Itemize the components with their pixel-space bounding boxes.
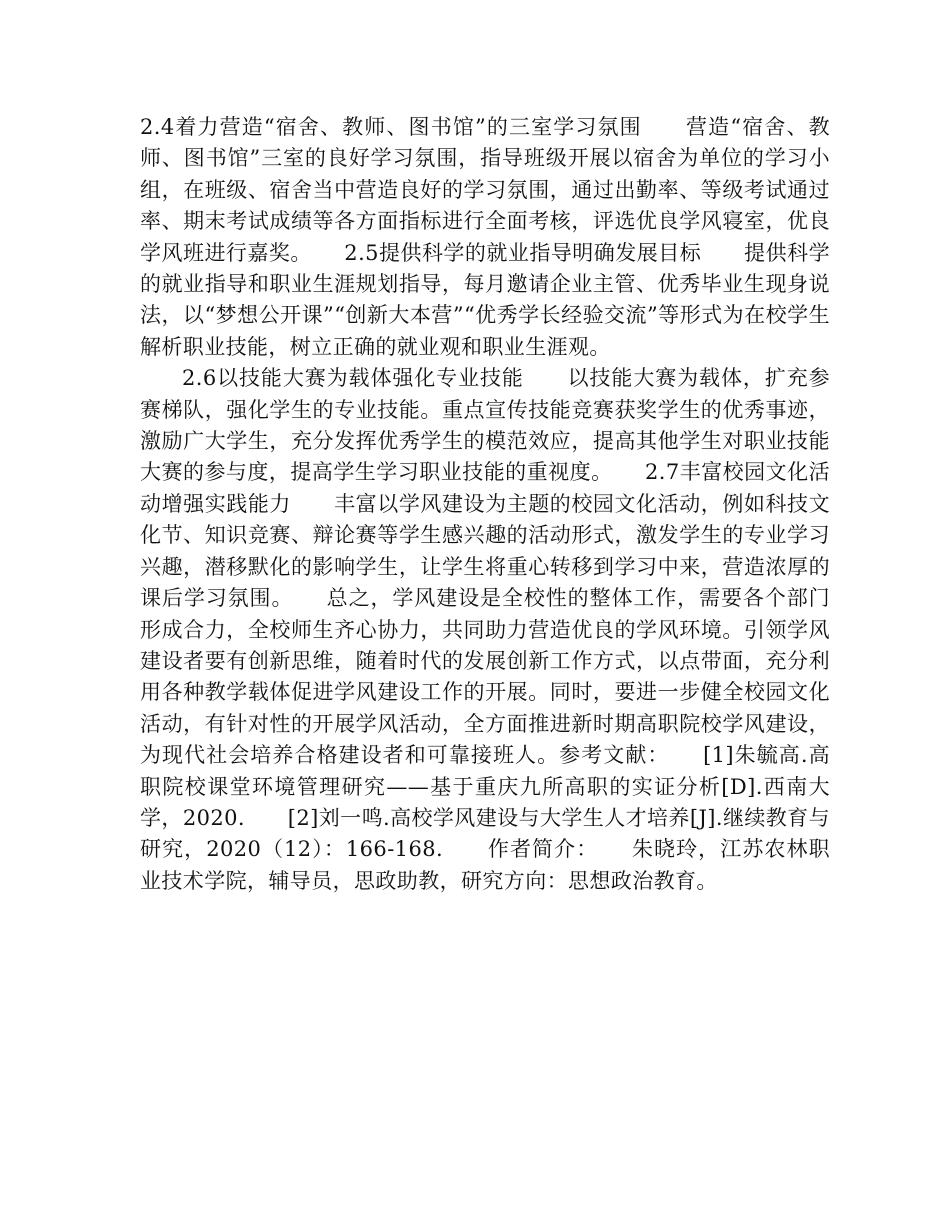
paragraph-section-2-4-2-5: 2.4着力营造“宿舍、教师、图书馆”的三室学习氛围 营造“宿舍、教师、图书馆”三室的良好学习氛围，指导班级开展以宿舍为单位的学习小组，在班级、宿舍当中营造良好的学习氛围，通过出勤率、等级考试通过率、期末考试成绩等各方面指标进行全面考核，评选优良学风寝室，优良学风班进行嘉奖。 2.5提供科学的就业指导明确发展目标 提供科学的就业指导和职业生涯规划指导，每月邀请企业主管、优秀毕业生现身说法，以“梦想公开课”“创新大本营”“优秀学长经验交流”等形式为在校学生解析职业技能，树立正确的就业观和职业生涯观。 <box>140 115 830 359</box>
document-body <box>140 112 830 897</box>
paragraph-section-2-6-to-end: 2.6以技能大赛为载体强化专业技能 以技能大赛为载体，扩充参赛梯队，强化学生的专业技能。重点宣传技能竞赛获奖学生的优秀事迹，激励广大学生，充分发挥优秀学生的模范效应，提高其他学生对职业技能大赛的参与度，提高学生学习职业技能的重视度。 2.7丰富校园文化活动增强实践能力 丰富以学风建设为主题的校园文化活动，例如科技文化节、知识竞赛、辩论赛等学生感兴趣的活动形式，激发学生的专业学习兴趣，潜移默化的影响学生，让学生将重心转移到学习中来，营造浓厚的课后学习氛围。 总之，学风建设是全校性的整体工作，需要各个部门形成合力，全校师生齐心协力，共同助力营造优良的学风环境。引领学风建设者要有创新思维，随着时代的发展创新工作方式，以点带面，充分利用各种教学载体促进学风建设工作的开展。同时，要进一步健全校园文化活动，有针对性的开展学风活动，全方面推进新时期高职院校学风建设，为现代社会培养合格建设者和可靠接班人。参考文献： [1]朱毓高.高职院校课堂环境管理研究——基于重庆九所高职的实证分析[D].西南大学，2020. [2]刘一鸣.高校学风建设与大学生人才培养[J].继续教育与研究，2020（12）：166-168. 作者简介： 朱晓玲，江苏农林职业技术学院，辅导员，思政助教，研究方向：思想政治教育。 <box>140 366 830 893</box>
